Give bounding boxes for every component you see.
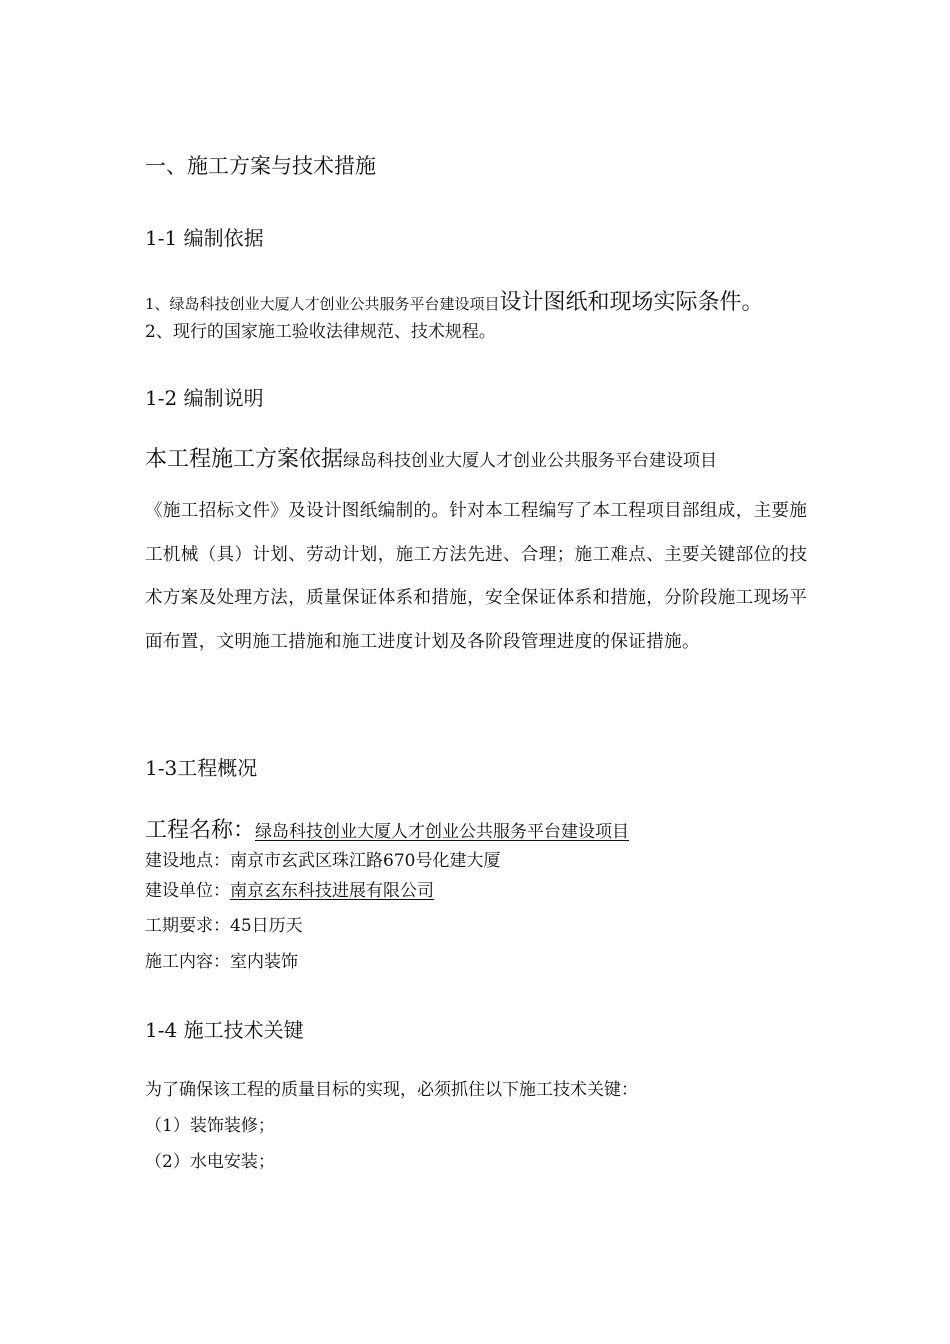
project-name-row bbox=[145, 813, 629, 844]
basis-item-1-prefix: 1、绿岛科技创业大厦人才创业公共服务平台建设项目 bbox=[145, 295, 500, 313]
heading-1-1: 1-1 编制依据 bbox=[145, 226, 264, 250]
heading-1-3: 1-3工程概况 bbox=[145, 756, 258, 780]
basis-item-1-suffix: 设计图纸和现场实际条件。 bbox=[499, 290, 764, 315]
content-row bbox=[145, 947, 298, 972]
key-point-item: （2）水电安装； bbox=[145, 1152, 275, 1172]
project-name-label: 工程名称： bbox=[145, 818, 256, 843]
location-value: 南京市玄武区珠江路670号化建大厦 bbox=[230, 851, 501, 871]
location-label: 建设地点： bbox=[145, 851, 230, 871]
explanation-lead bbox=[145, 442, 717, 473]
unit-label: 建设单位： bbox=[145, 881, 230, 901]
period-row bbox=[145, 911, 303, 936]
explanation-lead-big: 本工程施工方案依据 bbox=[145, 447, 344, 472]
period-value: 45日历天 bbox=[230, 916, 303, 936]
content-value: 室内装饰 bbox=[230, 952, 298, 972]
key-points-intro: 为了确保该工程的质量目标的实现，必须抓住以下施工技术关键： bbox=[145, 1080, 638, 1100]
key-point-item: （1）装饰装修； bbox=[145, 1116, 275, 1136]
unit-row bbox=[145, 876, 434, 901]
location-row bbox=[145, 846, 500, 871]
basis-item-1 bbox=[145, 285, 764, 316]
explanation-paragraph: 《施工招标文件》及设计图纸编制的。针对本工程编写了本工程项目部组成，主要施工机械（具）计划、劳动计划，施工方法先进、合理；施工难点、主要关键部位的技术方案及处理方法，质量保证体系和措施，安全保证体系和措施，分阶段施工现场平面布置，文明施工措施和施工进度计划及各阶段管理进度的保证措施。 bbox=[145, 501, 808, 652]
unit-value: 南京玄东科技进展有限公司 bbox=[230, 881, 434, 901]
content-label: 施工内容： bbox=[145, 952, 230, 972]
explanation-lead-small: 绿岛科技创业大厦人才创业公共服务平台建设项目 bbox=[343, 451, 718, 471]
section-title: 一、施工方案与技术措施 bbox=[145, 154, 376, 178]
project-name-value: 绿岛科技创业大厦人才创业公共服务平台建设项目 bbox=[255, 822, 630, 842]
period-label: 工期要求： bbox=[145, 916, 230, 936]
basis-item-2: 2、现行的国家施工验收法律规范、技术规程。 bbox=[145, 322, 496, 342]
heading-1-4: 1-4 施工技术关键 bbox=[145, 1018, 304, 1042]
heading-1-2: 1-2 编制说明 bbox=[145, 386, 264, 410]
